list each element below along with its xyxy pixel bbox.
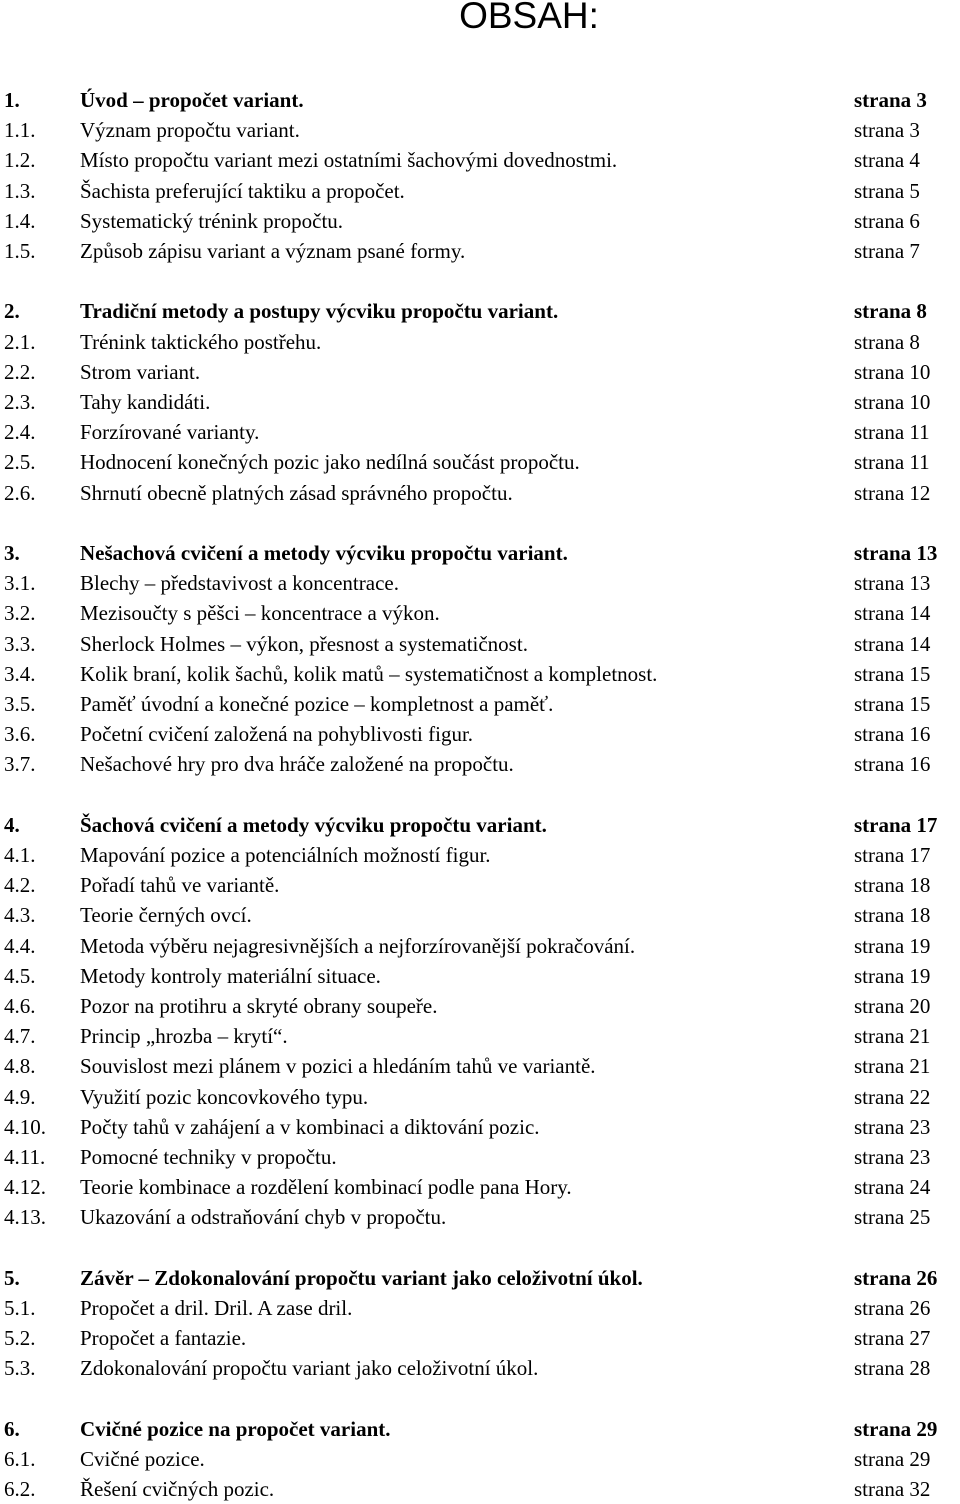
toc-entry xyxy=(0,1474,960,1504)
toc-page-number: strana 7 xyxy=(854,239,920,263)
toc-title: Šachista preferující taktiku a propočet. xyxy=(80,178,405,203)
toc-number: 2.1. xyxy=(4,329,36,354)
toc-number: 6.2. xyxy=(4,1477,36,1502)
toc-title: Blechy – představivost a koncentrace. xyxy=(80,571,399,596)
toc-number: 4.1. xyxy=(4,843,36,867)
toc-entry xyxy=(0,961,960,991)
toc-number: 2.2. xyxy=(4,359,36,384)
toc-number: 2.4. xyxy=(4,420,36,445)
toc-page-number: strana 11 xyxy=(854,450,930,475)
toc-title: Tradiční metody a postupy výcviku propočtu variant. xyxy=(80,299,559,324)
toc-entry xyxy=(0,991,960,1021)
toc-page-number: strana 18 xyxy=(854,903,931,928)
toc-number: 4.8. xyxy=(4,1054,36,1079)
toc-number: 4.10. xyxy=(4,1114,46,1139)
toc-page-number: strana 18 xyxy=(854,873,931,898)
toc-number: 4.13. xyxy=(4,1205,46,1230)
toc-page-number: strana 28 xyxy=(854,1356,931,1381)
toc-title: Způsob zápisu variant a význam psané formy. xyxy=(80,239,466,263)
toc-entry xyxy=(0,327,960,357)
toc-page-number: strana 17 xyxy=(854,843,931,867)
toc-page-number: strana 23 xyxy=(854,1145,931,1169)
toc-entry xyxy=(0,1202,960,1232)
toc-title: Šachová cvičení a metody výcviku propočtu variant. xyxy=(80,812,547,837)
toc-page-number: strana 8 xyxy=(854,329,920,354)
toc-number: 1.2. xyxy=(4,148,36,173)
toc-page-number: strana 25 xyxy=(854,1205,931,1230)
toc-page-number: strana 16 xyxy=(854,752,931,777)
toc-entry xyxy=(0,1323,960,1353)
toc-entry xyxy=(0,749,960,779)
toc-page-number: strana 22 xyxy=(854,1084,931,1109)
toc-number: 1.1. xyxy=(4,118,36,143)
toc-number: 5.3. xyxy=(4,1356,36,1381)
toc-entry xyxy=(0,1112,960,1142)
toc-number: 4.12. xyxy=(4,1175,46,1200)
toc-page-number: strana 29 xyxy=(854,1416,938,1441)
toc-number: 3.2. xyxy=(4,601,36,626)
toc-page-number: strana 10 xyxy=(854,359,931,384)
toc-entry xyxy=(0,357,960,387)
toc-title: Význam propočtu variant. xyxy=(80,118,300,143)
toc-number: 4.5. xyxy=(4,963,36,988)
toc-number: 4.4. xyxy=(4,933,36,958)
toc-page-number: strana 26 xyxy=(854,1296,931,1320)
toc-title: Ukazování a odstraňování chyb v propočtu. xyxy=(80,1205,447,1230)
toc-entry xyxy=(0,840,960,870)
toc-title: Počty tahů v zahájení a v kombinaci a diktování pozic. xyxy=(80,1114,540,1139)
page-title: OBSAH: xyxy=(459,0,599,36)
toc-page-number: strana 16 xyxy=(854,722,931,747)
toc-number: 6. xyxy=(4,1416,20,1441)
toc-title: Metody kontroly materiální situace. xyxy=(80,963,381,988)
toc-title: Mezisoučty s pěšci – koncentrace a výkon. xyxy=(80,601,440,626)
toc-title: Metoda výběru nejagresivnějších a nejforzírovanější pokračování. xyxy=(80,933,636,958)
toc-entry xyxy=(0,870,960,900)
toc-entry xyxy=(0,1051,960,1081)
toc-number: 3.5. xyxy=(4,692,36,716)
toc-title: Zdokonalování propočtu variant jako celoživotní úkol. xyxy=(80,1356,539,1381)
toc-page-number: strana 20 xyxy=(854,994,931,1018)
toc-title: Teorie černých ovcí. xyxy=(80,903,252,928)
toc-page-number: strana 3 xyxy=(854,88,927,112)
toc-entry xyxy=(0,1082,960,1112)
toc-title: Využití pozic koncovkového typu. xyxy=(80,1084,369,1109)
toc-entry xyxy=(0,598,960,628)
toc-entry xyxy=(0,1172,960,1202)
toc-number: 5.2. xyxy=(4,1326,36,1351)
toc-page-number: strana 23 xyxy=(854,1114,931,1139)
toc-page-number: strana 12 xyxy=(854,480,931,505)
toc-page-number: strana 21 xyxy=(854,1024,931,1049)
toc-entry xyxy=(0,629,960,659)
toc-title: Místo propočtu variant mezi ostatními šachovými dovednostmi. xyxy=(80,148,618,173)
toc-title: Cvičné pozice na propočet variant. xyxy=(80,1416,391,1441)
toc-title: Tahy kandidáti. xyxy=(80,390,211,414)
toc-section-heading xyxy=(0,1414,960,1444)
toc-page-number: strana 3 xyxy=(854,118,920,143)
toc-entry xyxy=(0,1444,960,1474)
toc-number: 2.5. xyxy=(4,450,36,475)
toc-title: Řešení cvičných pozic. xyxy=(80,1477,275,1502)
toc-title: Kolik braní, kolik šachů, kolik matů – systematičnost a kompletnost. xyxy=(80,661,658,686)
toc-number: 4.7. xyxy=(4,1024,36,1049)
toc-entry xyxy=(0,236,960,266)
toc-number: 2.3. xyxy=(4,390,36,414)
toc-page-number: strana 26 xyxy=(854,1265,938,1290)
toc-page-number: strana 17 xyxy=(854,812,938,837)
toc-entry xyxy=(0,176,960,206)
toc-number: 4. xyxy=(4,812,20,837)
toc-number: 5.1. xyxy=(4,1296,36,1320)
toc-page-number: strana 13 xyxy=(854,571,931,596)
toc-section-heading xyxy=(0,85,960,115)
toc-title: Nešachové hry pro dva hráče založené na propočtu. xyxy=(80,752,514,777)
toc-page-number: strana 32 xyxy=(854,1477,931,1502)
toc-page-number: strana 5 xyxy=(854,178,920,203)
toc-number: 4.2. xyxy=(4,873,36,898)
toc-number: 1.3. xyxy=(4,178,36,203)
toc-entry xyxy=(0,447,960,477)
toc-section-heading xyxy=(0,538,960,568)
toc-page-number: strana 19 xyxy=(854,963,931,988)
toc-number: 3.6. xyxy=(4,722,36,747)
toc-page-number: strana 29 xyxy=(854,1447,931,1471)
toc-page-number: strana 27 xyxy=(854,1326,931,1351)
toc-number: 3.1. xyxy=(4,571,36,596)
toc-title: Souvislost mezi plánem v pozici a hledáním tahů ve variantě. xyxy=(80,1054,596,1079)
toc-page-number: strana 24 xyxy=(854,1175,931,1200)
toc-page-number: strana 4 xyxy=(854,148,920,173)
toc-page-number: strana 19 xyxy=(854,933,931,958)
toc-entry xyxy=(0,1293,960,1323)
toc-page-number: strana 10 xyxy=(854,390,931,414)
toc-number: 4.9. xyxy=(4,1084,36,1109)
toc-title: Propočet a dril. Dril. A zase dril. xyxy=(80,1296,353,1320)
toc-page-number: strana 14 xyxy=(854,601,931,626)
toc-entry xyxy=(0,719,960,749)
toc-number: 4.11. xyxy=(4,1145,46,1169)
toc-page-number: strana 11 xyxy=(854,420,930,445)
toc-title: Systematický trénink propočtu. xyxy=(80,208,344,233)
toc-title: Pozor na protihru a skryté obrany soupeře. xyxy=(80,994,438,1018)
toc-title: Pořadí tahů ve variantě. xyxy=(80,873,280,898)
toc-entry xyxy=(0,1353,960,1383)
toc-page-number: strana 8 xyxy=(854,299,927,324)
toc-entry xyxy=(0,1021,960,1051)
toc-title: Strom variant. xyxy=(80,359,201,384)
toc-entry xyxy=(0,689,960,719)
toc-number: 3.3. xyxy=(4,631,36,656)
toc-title: Shrnutí obecně platných zásad správného propočtu. xyxy=(80,480,513,505)
toc-entry xyxy=(0,900,960,930)
toc-section-heading xyxy=(0,1263,960,1293)
toc-entry xyxy=(0,1142,960,1172)
toc-title: Sherlock Holmes – výkon, přesnost a systematičnost. xyxy=(80,631,528,656)
toc-title: Úvod – propočet variant. xyxy=(80,88,304,112)
toc-entry xyxy=(0,387,960,417)
toc-entry xyxy=(0,115,960,145)
toc-title: Hodnocení konečných pozic jako nedílná součást propočtu. xyxy=(80,450,580,475)
toc-title: Teorie kombinace a rozdělení kombinací podle pana Hory. xyxy=(80,1175,572,1200)
toc-number: 2.6. xyxy=(4,480,36,505)
toc-title: Nešachová cvičení a metody výcviku propočtu variant. xyxy=(80,541,568,565)
toc-page-number: strana 15 xyxy=(854,661,931,686)
toc-number: 3.4. xyxy=(4,661,36,686)
toc-section-heading xyxy=(0,296,960,326)
toc-title: Početní cvičení založená na pohyblivosti figur. xyxy=(80,722,474,747)
toc-title: Pomocné techniky v propočtu. xyxy=(80,1145,337,1169)
toc-page-number: strana 13 xyxy=(854,541,938,565)
toc-page-number: strana 6 xyxy=(854,208,920,233)
toc-number: 6.1. xyxy=(4,1447,36,1471)
toc-entry xyxy=(0,417,960,447)
toc-title: Forzírované varianty. xyxy=(80,420,260,445)
toc-number: 4.3. xyxy=(4,903,36,928)
toc-title: Mapování pozice a potenciálních možností figur. xyxy=(80,843,491,867)
toc-title: Trénink taktického postřehu. xyxy=(80,329,322,354)
toc-section-heading xyxy=(0,810,960,840)
toc-page-number: strana 15 xyxy=(854,692,931,716)
toc-entry xyxy=(0,931,960,961)
toc-entry xyxy=(0,568,960,598)
toc-entry xyxy=(0,206,960,236)
toc-title: Princip „hrozba – krytí“. xyxy=(80,1024,288,1049)
toc-number: 4.6. xyxy=(4,994,36,1018)
toc-page-number: strana 14 xyxy=(854,631,931,656)
toc-number: 5. xyxy=(4,1265,20,1290)
toc-title: Propočet a fantazie. xyxy=(80,1326,247,1351)
toc-entry xyxy=(0,145,960,175)
toc-title: Cvičné pozice. xyxy=(80,1447,205,1471)
toc-page-number: strana 21 xyxy=(854,1054,931,1079)
toc-number: 1.4. xyxy=(4,208,36,233)
toc-title: Závěr – Zdokonalování propočtu variant jako celoživotní úkol. xyxy=(80,1265,643,1290)
toc-entry xyxy=(0,478,960,508)
toc-number: 2. xyxy=(4,299,20,324)
toc-number: 3.7. xyxy=(4,752,36,777)
toc-number: 1. xyxy=(4,88,20,112)
toc-title: Paměť úvodní a konečné pozice – kompletnost a paměť. xyxy=(80,692,554,716)
toc-entry xyxy=(0,659,960,689)
toc-number: 1.5. xyxy=(4,239,36,263)
toc-number: 3. xyxy=(4,541,20,565)
